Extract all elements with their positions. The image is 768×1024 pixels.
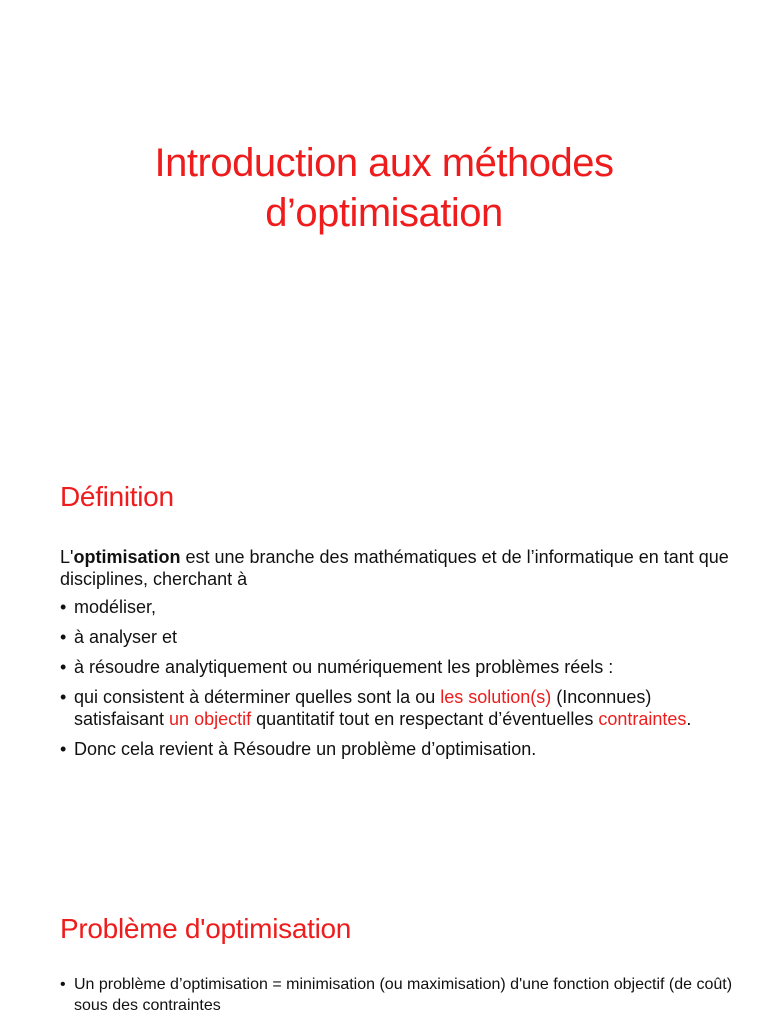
bullet-donc: • Donc cela revient à Résoudre un problème d’optimisation. xyxy=(60,738,740,760)
intro-bold-term: optimisation xyxy=(73,547,181,567)
problem-body xyxy=(60,974,740,1016)
main-title-line1: Introduction aux méthodes xyxy=(154,141,614,185)
definition-slide xyxy=(0,460,768,880)
bullet-consistent xyxy=(60,686,740,730)
main-title xyxy=(0,138,768,238)
intro-rest: est une branche des mathématiques et de l’informatique en tant que disciplines, cherchant à xyxy=(60,547,729,589)
intro-prefix: L' xyxy=(60,547,74,567)
main-title-line2: d’optimisation xyxy=(265,191,503,235)
bullet4-text-3: quantitatif tout en respectant d’éventuelles xyxy=(251,709,599,729)
definition-body xyxy=(60,546,740,768)
definition-intro xyxy=(60,546,740,590)
problem-slide xyxy=(0,880,768,1024)
highlight-contraintes: contraintes xyxy=(598,709,687,729)
definition-heading: Définition xyxy=(60,481,174,512)
highlight-solutions: les solution(s) xyxy=(440,687,552,707)
problem-bullets xyxy=(60,974,740,1016)
bullet4-text-1: qui consistent à déterminer quelles sont la ou xyxy=(74,687,441,707)
problem-heading: Problème d'optimisation xyxy=(60,913,352,944)
bullet4-text-2: (Inconnues) satisfaisant xyxy=(74,687,652,729)
highlight-objectif: un objectif xyxy=(169,709,252,729)
bullet-modeliser: • modéliser, xyxy=(60,596,740,618)
problem-bullet-definition: • Un problème d’optimisation = minimisation (ou maximisation) d'une fonction objectif (de coût) sous des contraintes xyxy=(60,974,740,1016)
definition-bullets xyxy=(60,596,740,760)
bullet4-text-4: . xyxy=(686,709,692,729)
bullet-resoudre: • à résoudre analytiquement ou numériquement les problèmes réels : xyxy=(60,656,740,678)
bullet-analyser: • à analyser et xyxy=(60,626,740,648)
title-slide xyxy=(0,0,768,460)
